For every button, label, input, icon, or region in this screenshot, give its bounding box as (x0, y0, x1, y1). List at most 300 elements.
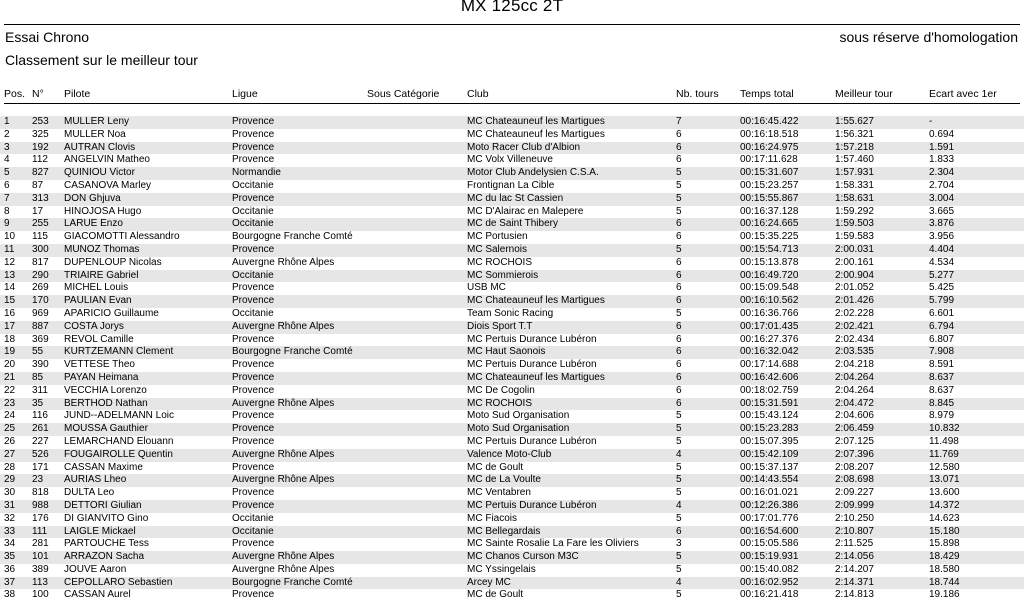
cell-pos: 11 (4, 243, 15, 255)
cell-club: MC De Cogolin (467, 384, 535, 396)
cell-club: MC Chateauneuf les Martigues (467, 116, 605, 127)
cell-ecart: 19.186 (929, 589, 960, 601)
cell-tours: 6 (676, 141, 682, 153)
cell-pos: 15 (4, 295, 16, 307)
cell-pilote: AURIAS Lheo (64, 474, 127, 486)
cell-total: 00:15:42.109 (740, 448, 799, 460)
cell-total: 00:15:31.607 (740, 167, 799, 179)
cell-ecart: 8.845 (929, 397, 955, 409)
cell-tours: 6 (676, 218, 682, 230)
cell-pilote: VETTESE Theo (64, 359, 135, 371)
cell-tours: 5 (676, 461, 682, 473)
cell-tours: 5 (676, 243, 682, 255)
cell-tours: 5 (676, 192, 682, 204)
cell-ecart: 3.876 (929, 218, 955, 230)
cell-num: 526 (32, 448, 49, 460)
cell-club: MC Pertuis Durance Lubéron (467, 435, 597, 447)
cell-ecart: 10.832 (929, 423, 960, 435)
cell-ligue: Auvergne Rhône Alpes (232, 563, 335, 575)
cell-total: 00:18:02.759 (740, 384, 799, 396)
table-row (0, 142, 1024, 155)
cell-meilleur: 2:00.161 (835, 256, 874, 268)
cell-ligue: Auvergne Rhône Alpes (232, 397, 335, 409)
cell-ligue: Auvergne Rhône Alpes (232, 256, 335, 268)
cell-pilote: CASSAN Maxime (64, 461, 143, 473)
cell-club: MC de Goult (467, 461, 524, 473)
table-row (0, 308, 1024, 321)
cell-club: MC Pertuis Durance Lubéron (467, 359, 597, 371)
table-row (0, 257, 1024, 270)
cell-ecart: 0.694 (929, 128, 955, 140)
cell-tours: 6 (676, 282, 682, 294)
table-row (0, 551, 1024, 564)
cell-meilleur: 2:02.434 (835, 333, 874, 345)
cell-pos: 29 (4, 474, 16, 486)
cell-tours: 6 (676, 320, 682, 332)
cell-club: Team Sonic Racing (467, 307, 554, 319)
cell-ecart: 6.794 (929, 320, 955, 332)
cell-total: 00:15:19.931 (740, 551, 799, 563)
cell-pilote: JUND--ADELMANN Loic (64, 410, 175, 422)
cell-pos: 28 (4, 461, 16, 473)
table-row (0, 385, 1024, 398)
cell-total: 00:16:01.021 (740, 487, 799, 499)
cell-ecart: 1.833 (929, 154, 955, 166)
table-row (0, 154, 1024, 167)
cell-ligue: Occitanie (232, 179, 274, 191)
table-row (0, 398, 1024, 411)
cell-total: 00:16:49.720 (740, 269, 799, 281)
cell-meilleur: 2:02.421 (835, 320, 874, 332)
cell-num: 116 (32, 410, 48, 422)
cell-pos: 26 (4, 435, 16, 447)
cell-num: 192 (32, 141, 49, 153)
header-num: N° (32, 88, 44, 100)
cell-meilleur: 2:04.264 (835, 371, 874, 383)
cell-num: 389 (32, 563, 49, 575)
cell-pos: 37 (4, 576, 16, 588)
cell-club: MC de Goult (467, 589, 524, 601)
cell-total: 00:15:05.586 (740, 538, 799, 550)
cell-ligue: Provence (232, 282, 275, 294)
header-meilleur: Meilleur tour (835, 88, 893, 100)
cell-meilleur: 1:57.218 (835, 141, 874, 153)
cell-tours: 6 (676, 256, 682, 268)
cell-meilleur: 2:04.218 (835, 359, 874, 371)
cell-meilleur: 2:01.426 (835, 295, 874, 307)
cell-pos: 24 (4, 410, 16, 422)
cell-ligue: Provence (232, 499, 275, 511)
title-divider (4, 24, 1020, 25)
cell-ecart: 13.071 (929, 474, 960, 486)
cell-pilote: MOUSSA Gauthier (64, 423, 148, 435)
table-row (0, 129, 1024, 142)
cell-club: Moto Sud Organisation (467, 410, 570, 422)
cell-meilleur: 2:10.807 (835, 525, 874, 537)
cell-ligue: Bourgogne Franche Comté (232, 576, 353, 588)
cell-ligue: Provence (232, 487, 275, 499)
cell-tours: 6 (676, 371, 682, 383)
cell-tours: 6 (676, 231, 682, 243)
cell-pos: 23 (4, 397, 16, 409)
cell-pos: 14 (4, 282, 16, 294)
cell-pilote: KURTZEMANN Clement (64, 346, 174, 358)
cell-tours: 6 (676, 333, 682, 345)
cell-tours: 6 (676, 359, 682, 371)
cell-tours: 5 (676, 307, 682, 319)
cell-ligue: Provence (232, 461, 275, 473)
cell-tours: 6 (676, 269, 682, 281)
cell-tours: 7 (676, 116, 682, 127)
cell-ligue: Bourgogne Franche Comté (232, 346, 353, 358)
cell-ecart: 15.180 (929, 525, 960, 537)
cell-pos: 4 (4, 154, 10, 166)
cell-tours: 6 (676, 397, 682, 409)
cell-meilleur: 2:07.396 (835, 448, 874, 460)
cell-meilleur: 2:08.698 (835, 474, 874, 486)
cell-ecart: 1.591 (929, 141, 955, 153)
cell-club: MC Bellegardais (467, 525, 541, 537)
cell-pos: 5 (4, 167, 10, 179)
cell-total: 00:16:21.418 (740, 589, 799, 601)
cell-pos: 10 (4, 231, 16, 243)
cell-pilote: DULTA Leo (64, 487, 115, 499)
cell-tours: 4 (676, 499, 682, 511)
cell-ligue: Auvergne Rhône Alpes (232, 448, 335, 460)
cell-total: 00:15:40.082 (740, 563, 799, 575)
cell-total: 00:17:11.628 (740, 154, 798, 166)
header-categorie: Sous Catégorie (367, 88, 440, 100)
cell-pos: 18 (4, 333, 16, 345)
cell-meilleur: 1:59.503 (835, 218, 874, 230)
cell-meilleur: 2:04.264 (835, 384, 874, 396)
cell-num: 290 (32, 269, 49, 281)
table-row (0, 359, 1024, 372)
header-tours: Nb. tours (676, 88, 719, 100)
cell-ecart: 4.404 (929, 243, 955, 255)
cell-club: Frontignan La Cible (467, 179, 555, 191)
cell-club: MC Pertuis Durance Lubéron (467, 333, 597, 345)
cell-ligue: Occitanie (232, 525, 274, 537)
cell-meilleur: 2:14.371 (835, 576, 874, 588)
cell-ligue: Occitanie (232, 218, 274, 230)
cell-meilleur: 2:01.052 (835, 282, 874, 294)
cell-num: 827 (32, 167, 49, 179)
table-row (0, 474, 1024, 487)
cell-pilote: APARICIO Guillaume (64, 307, 159, 319)
header-total: Temps total (740, 88, 794, 100)
homologation-note: sous réserve d'homologation (839, 29, 1018, 45)
cell-club: Moto Racer Club d'Albion (467, 141, 581, 153)
cell-club: MC D'Alairac en Malepere (467, 205, 584, 217)
cell-pilote: LAIGLE Mickael (64, 525, 136, 537)
cell-pos: 34 (4, 538, 16, 550)
cell-ligue: Provence (232, 371, 275, 383)
cell-total: 00:15:23.283 (740, 423, 799, 435)
cell-pilote: MULLER Noa (64, 128, 126, 140)
cell-num: 112 (32, 154, 48, 166)
cell-club: USB MC (467, 282, 506, 294)
cell-club: MC Chanos Curson M3C (467, 551, 579, 563)
cell-tours: 3 (676, 538, 682, 550)
cell-num: 176 (32, 512, 49, 524)
cell-meilleur: 1:57.931 (835, 167, 874, 179)
cell-meilleur: 2:09.227 (835, 487, 874, 499)
cell-ecart: 3.956 (929, 231, 955, 243)
table-row (0, 487, 1024, 500)
cell-pilote: GIACOMOTTI Alessandro (64, 231, 180, 243)
cell-total: 00:17:01.776 (740, 512, 799, 524)
cell-total: 00:15:13.878 (740, 256, 799, 268)
cell-pos: 16 (4, 307, 16, 319)
cell-ecart: 13.600 (929, 487, 960, 499)
cell-num: 100 (32, 589, 49, 601)
cell-pilote: COSTA Jorys (64, 320, 124, 332)
header-club: Club (467, 88, 489, 100)
cell-num: 171 (32, 461, 49, 473)
table-row (0, 577, 1024, 590)
cell-club: MC Chateauneuf les Martigues (467, 295, 605, 307)
cell-meilleur: 2:03.535 (835, 346, 874, 358)
ranking-subtitle: Classement sur le meilleur tour (5, 52, 198, 68)
table-row (0, 321, 1024, 334)
cell-ligue: Occitanie (232, 205, 274, 217)
cell-tours: 5 (676, 512, 682, 524)
cell-tours: 5 (676, 563, 682, 575)
cell-pos: 9 (4, 218, 10, 230)
cell-ecart: 12.580 (929, 461, 960, 473)
cell-pos: 7 (4, 192, 10, 204)
cell-tours: 4 (676, 576, 682, 588)
cell-meilleur: 2:09.999 (835, 499, 874, 511)
cell-num: 87 (32, 179, 44, 191)
table-row (0, 206, 1024, 219)
cell-pos: 3 (4, 141, 10, 153)
cell-club: MC Sainte Rosalie La Fare les Oliviers (467, 538, 639, 550)
cell-ecart: 18.744 (929, 576, 960, 588)
cell-club: Valence Moto-Club (467, 448, 552, 460)
cell-meilleur: 2:14.056 (835, 551, 874, 563)
cell-ligue: Provence (232, 435, 275, 447)
cell-num: 85 (32, 371, 44, 383)
cell-ecart: 5.277 (929, 269, 955, 281)
cell-pos: 38 (4, 589, 16, 601)
cell-club: MC Ventabren (467, 487, 531, 499)
cell-pos: 36 (4, 563, 16, 575)
cell-ligue: Provence (232, 359, 275, 371)
cell-ecart: 3.004 (929, 192, 955, 204)
cell-ligue: Auvergne Rhône Alpes (232, 474, 335, 486)
table-row (0, 193, 1024, 206)
cell-pos: 27 (4, 448, 16, 460)
cell-ecart: 18.429 (929, 551, 960, 563)
cell-ecart: 5.799 (929, 295, 955, 307)
cell-num: 300 (32, 243, 49, 255)
cell-club: Diois Sport T.T (467, 320, 533, 332)
cell-num: 261 (32, 423, 49, 435)
cell-num: 887 (32, 320, 49, 332)
cell-total: 00:16:36.766 (740, 307, 799, 319)
cell-pilote: PAULIAN Evan (64, 295, 132, 307)
page-title: MX 125cc 2T (460, 0, 564, 15)
cell-num: 253 (32, 116, 49, 127)
cell-club: MC ROCHOIS (467, 256, 532, 268)
cell-ecart: 7.908 (929, 346, 955, 358)
cell-ligue: Provence (232, 128, 275, 140)
cell-club: MC Salernois (467, 243, 528, 255)
cell-ecart: 6.807 (929, 333, 955, 345)
cell-meilleur: 2:07.125 (835, 435, 874, 447)
cell-club: Motor Club Andelysien C.S.A. (467, 167, 599, 179)
cell-tours: 6 (676, 525, 682, 537)
cell-tours: 5 (676, 179, 682, 191)
header-ecart: Ecart avec 1er (929, 88, 997, 100)
cell-meilleur: 1:59.292 (835, 205, 874, 217)
cell-tours: 5 (676, 410, 682, 422)
cell-ecart: 8.979 (929, 410, 955, 422)
cell-tours: 5 (676, 423, 682, 435)
cell-ligue: Provence (232, 192, 275, 204)
table-row (0, 295, 1024, 308)
cell-club: MC Chateauneuf les Martigues (467, 371, 605, 383)
cell-num: 101 (32, 551, 49, 563)
table-row (0, 282, 1024, 295)
cell-pilote: QUINIOU Victor (64, 167, 135, 179)
cell-pos: 6 (4, 179, 10, 191)
cell-total: 00:15:31.591 (740, 397, 799, 409)
cell-total: 00:15:55.867 (740, 192, 799, 204)
cell-tours: 5 (676, 551, 682, 563)
table-row (0, 334, 1024, 347)
cell-tours: 6 (676, 384, 682, 396)
table-row (0, 410, 1024, 423)
cell-pos: 17 (4, 320, 16, 332)
cell-pilote: JOUVE Aaron (64, 563, 127, 575)
cell-club: MC de La Voulte (467, 474, 541, 486)
cell-ecart: 2.704 (929, 179, 955, 191)
table-row (0, 116, 1024, 129)
cell-total: 00:15:23.257 (740, 179, 799, 191)
cell-ligue: Provence (232, 423, 275, 435)
cell-total: 00:15:09.548 (740, 282, 799, 294)
cell-pilote: FOUGAIROLLE Quentin (64, 448, 173, 460)
cell-num: 988 (32, 499, 49, 511)
cell-num: 325 (32, 128, 49, 140)
table-row (0, 270, 1024, 283)
cell-pilote: CASSAN Aurel (64, 589, 131, 601)
cell-tours: 6 (676, 128, 682, 140)
cell-total: 00:16:02.952 (740, 576, 799, 588)
cell-ligue: Normandie (232, 167, 281, 179)
cell-pilote: MUNOZ Thomas (64, 243, 140, 255)
cell-num: 55 (32, 346, 44, 358)
cell-pilote: DUPENLOUP Nicolas (64, 256, 162, 268)
cell-pilote: LARUE Enzo (64, 218, 123, 230)
cell-num: 313 (32, 192, 49, 204)
header-divider (4, 103, 1020, 104)
cell-meilleur: 2:06.459 (835, 423, 874, 435)
cell-meilleur: 2:14.207 (835, 563, 874, 575)
cell-meilleur: 2:04.472 (835, 397, 874, 409)
cell-total: 00:16:54.600 (740, 525, 799, 537)
cell-tours: 6 (676, 346, 682, 358)
cell-ecart: 15.898 (929, 538, 960, 550)
cell-num: 818 (32, 487, 49, 499)
cell-ligue: Auvergne Rhône Alpes (232, 320, 335, 332)
cell-pos: 1 (4, 116, 10, 127)
cell-num: 281 (32, 538, 49, 550)
table-row (0, 423, 1024, 436)
cell-meilleur: 2:10.250 (835, 512, 874, 524)
cell-ligue: Provence (232, 538, 275, 550)
cell-ligue: Provence (232, 384, 275, 396)
table-row (0, 462, 1024, 475)
cell-total: 00:16:37.128 (740, 205, 799, 217)
cell-club: MC Pertuis Durance Lubéron (467, 499, 597, 511)
cell-meilleur: 2:00.904 (835, 269, 874, 281)
cell-pos: 35 (4, 551, 16, 563)
cell-pos: 12 (4, 256, 16, 268)
cell-pilote: CEPOLLARO Sebastien (64, 576, 173, 588)
cell-ecart: 4.534 (929, 256, 955, 268)
cell-num: 35 (32, 397, 44, 409)
cell-club: MC Chateauneuf les Martigues (467, 128, 605, 140)
cell-pos: 8 (4, 205, 10, 217)
cell-ecart: 8.591 (929, 359, 955, 371)
session-name: Essai Chrono (5, 29, 90, 45)
cell-total: 00:16:27.376 (740, 333, 799, 345)
cell-meilleur: 1:57.460 (835, 154, 874, 166)
cell-tours: 6 (676, 295, 682, 307)
cell-total: 00:16:45.422 (740, 116, 799, 127)
cell-club: MC Volx Villeneuve (467, 154, 553, 166)
header-pos: Pos. (4, 88, 26, 100)
cell-ligue: Provence (232, 243, 275, 255)
cell-meilleur: 1:55.627 (835, 116, 874, 127)
cell-meilleur: 1:56.321 (835, 128, 874, 140)
cell-ecart: 2.304 (929, 167, 955, 179)
table-row (0, 538, 1024, 551)
cell-total: 00:15:37.137 (740, 461, 799, 473)
table-row (0, 372, 1024, 385)
cell-meilleur: 2:14.813 (835, 589, 874, 601)
cell-pilote: VECCHIA Lorenzo (64, 384, 147, 396)
cell-num: 311 (32, 384, 48, 396)
cell-total: 00:16:10.562 (740, 295, 799, 307)
table-row (0, 231, 1024, 244)
cell-num: 390 (32, 359, 49, 371)
cell-pilote: MULLER Leny (64, 116, 130, 127)
cell-pilote: PAYAN Heimana (64, 371, 139, 383)
cell-pilote: CASANOVA Marley (64, 179, 152, 191)
table-row (0, 513, 1024, 526)
cell-pos: 32 (4, 512, 16, 524)
cell-num: 255 (32, 218, 49, 230)
cell-pilote: MICHEL Louis (64, 282, 129, 294)
cell-pilote: PARTOUCHE Tess (64, 538, 149, 550)
cell-num: 369 (32, 333, 49, 345)
cell-ligue: Provence (232, 154, 275, 166)
cell-meilleur: 2:02.228 (835, 307, 874, 319)
cell-club: MC Portusien (467, 231, 528, 243)
cell-num: 269 (32, 282, 49, 294)
cell-club: MC de Saint Thibery (467, 218, 558, 230)
cell-num: 817 (32, 256, 49, 268)
cell-ligue: Provence (232, 141, 275, 153)
cell-total: 00:15:07.395 (740, 435, 799, 447)
cell-pilote: LEMARCHAND Elouann (64, 435, 174, 447)
cell-ligue: Provence (232, 116, 275, 127)
